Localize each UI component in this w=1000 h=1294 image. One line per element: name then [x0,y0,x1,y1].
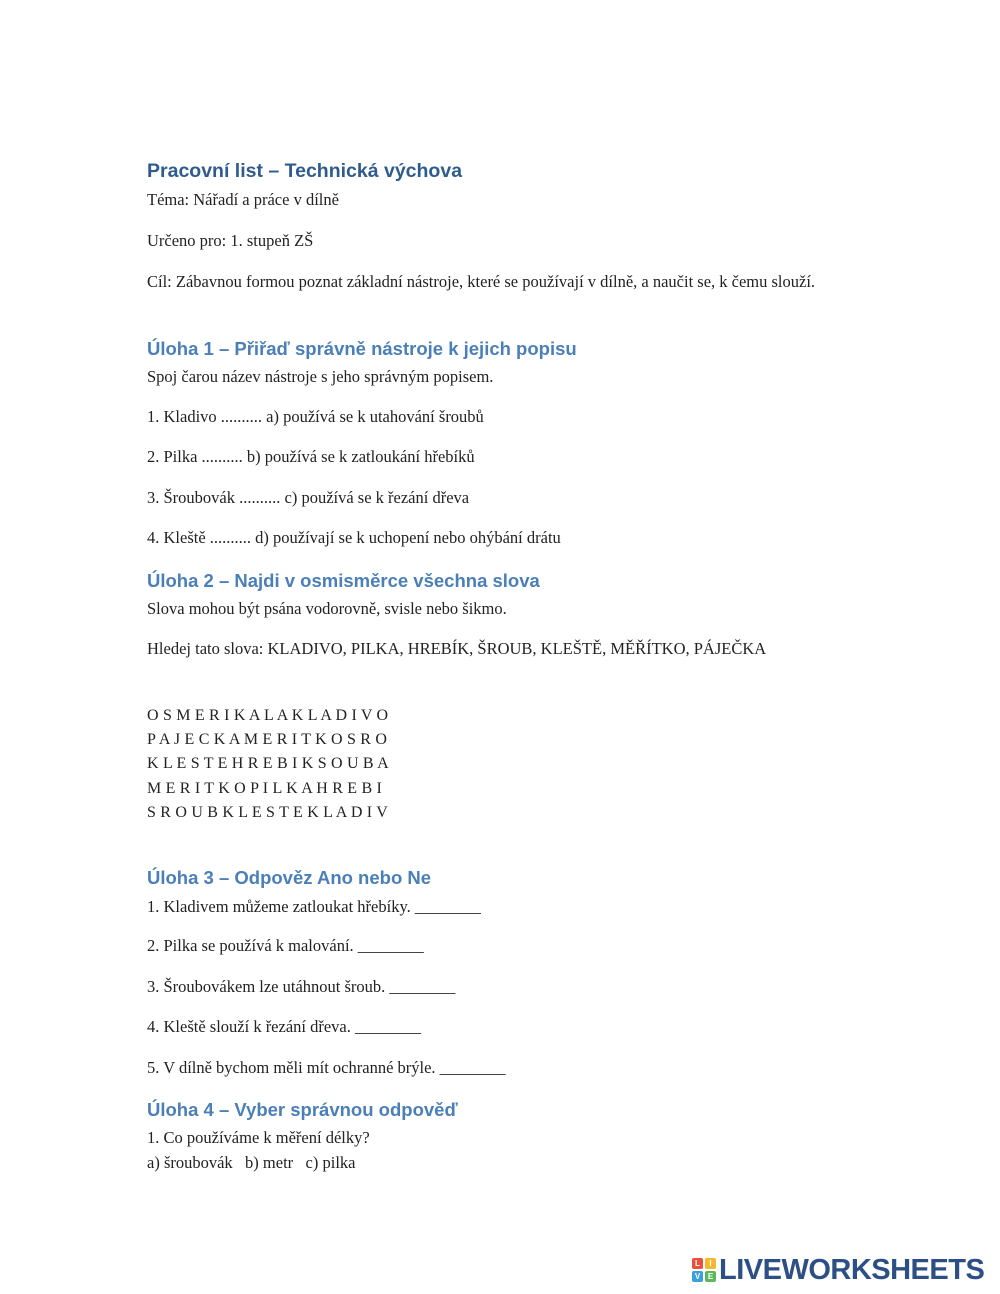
word-search-grid [147,704,389,825]
topic-line: Téma: Nářadí a práce v dílně [147,190,339,209]
grid-row: M E R I T K O P I L K A H R E B I [147,779,383,797]
task1-item: 1. Kladivo .......... a) používá se k utahování šroubů [147,407,484,426]
audience-line: Určeno pro: 1. stupeň ZŠ [147,231,314,250]
task3-item: 2. Pilka se používá k malování. ________ [147,936,424,955]
task3-item: 4. Kleště slouží k řezání dřeva. ________ [147,1017,422,1036]
task1-heading: Úloha 1 – Přiřaď správně nástroje k jejich popisu [147,338,577,359]
task1-instruction: Spoj čarou název nástroje s jeho správným popisem. [147,367,494,386]
task1-item: 3. Šroubovák .......... c) používá se k řezání dřeva [147,488,470,507]
logo-text: LIVEWORKSHEETS [719,1253,985,1286]
task1-item: 2. Pilka .......... b) používá se k zatloukání hřebíků [147,447,475,466]
grid-row: K L E S T E H R E B I K S O U B A [147,755,389,773]
logo-icon-tile: V [692,1271,703,1282]
task4-question: 1. Co používáme k měření délky? [147,1128,370,1147]
task3-heading: Úloha 3 – Odpověz Ano nebo Ne [147,867,432,888]
task1-item: 4. Kleště .......... d) používají se k uchopení nebo ohýbání drátu [147,528,561,547]
task3-item: 3. Šroubovákem lze utáhnout šroub. ________ [147,977,456,996]
grid-row: O S M E R I K A L A K L A D I V O [147,707,389,724]
logo-icon-tile: I [705,1258,716,1269]
goal-paragraph: Cíl: Zábavnou formou poznat základní nástroje, které se používají v dílně, a naučit se, k čemu slouží. [147,272,816,291]
task3-item: 5. V dílně bychom měli mít ochranné brýle. ________ [147,1058,506,1077]
page-title: Pracovní list – Technická výchova [147,160,463,182]
task2-heading: Úloha 2 – Najdi v osmisměrce všechna slova [147,570,540,591]
grid-row: P A J E C K A M E R I T K O S R O [147,731,388,749]
logo-icon [692,1258,716,1282]
task4-options: a) šroubovák b) metr c) pilka [147,1153,356,1172]
task2-instruction: Slova mohou být psána vodorovně, svisle nebo šikmo. [147,599,507,618]
logo-icon-tile: E [705,1271,716,1282]
task3-item: 1. Kladivem můžeme zatloukat hřebíky. ________ [147,897,481,916]
grid-row: S R O U B K L E S T E K L A D I V [147,803,388,821]
task2-word-list: Hledej tato slova: KLADIVO, PILKA, HREBÍK, ŠROUB, KLEŠTĚ, MĚŘÍTKO, PÁJEČKA [147,639,767,658]
liveworksheets-logo [692,1254,984,1286]
logo-icon-tile: L [692,1258,703,1269]
task4-heading: Úloha 4 – Vyber správnou odpověď [147,1099,458,1120]
